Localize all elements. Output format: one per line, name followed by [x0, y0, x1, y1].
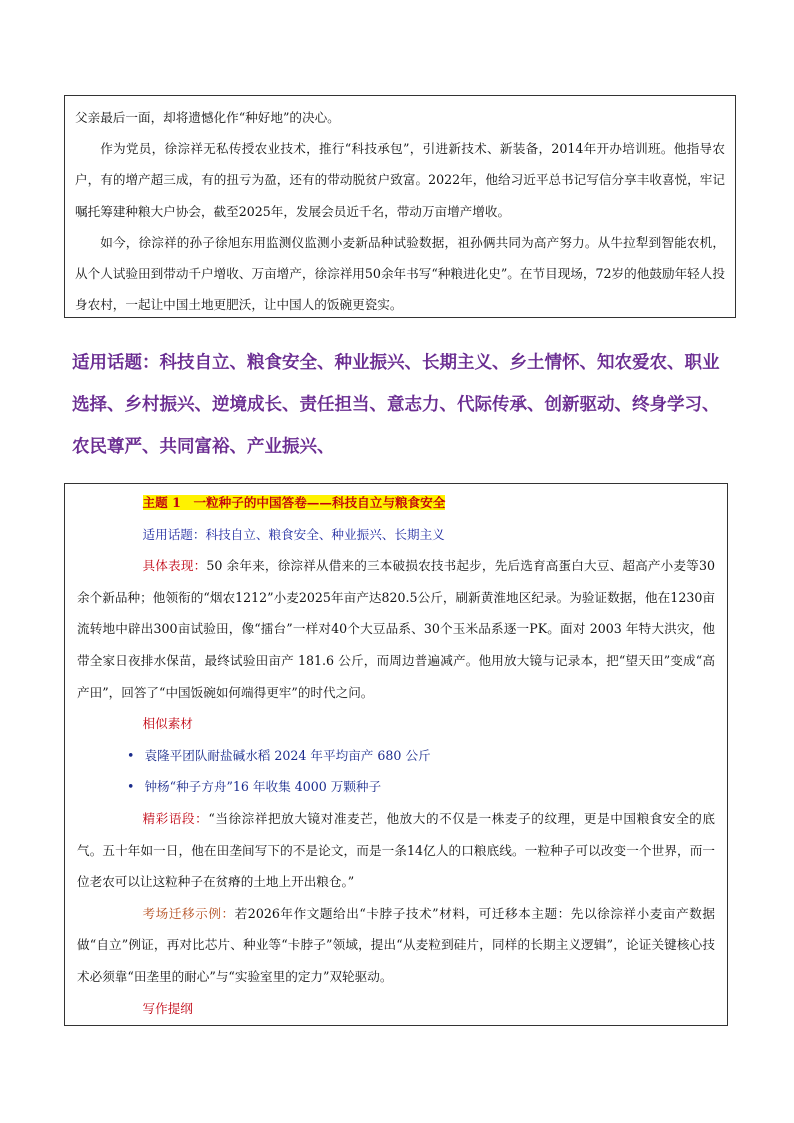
similar-item-2: [77, 771, 715, 803]
detail-paragraph: [77, 550, 715, 708]
story-box: [64, 95, 736, 318]
theme-box: [64, 483, 728, 1026]
transfer-text: 若2026年作文题给出“卡脖子技术”材料，可迁移本主题：先以徐淙祥小麦亩产数据做“自立”例证，再对比芯片、种业等“卡脖子”领域，提出“从麦粒到硅片，同样的长期主义逻辑”，论证关键核心技术必须靠“田垄里的耐心”与“实验室里的定力”双轮驱动。: [77, 905, 715, 984]
theme-topics: 适用话题：科技自立、粮食安全、种业振兴、长期主义: [142, 526, 445, 542]
transfer-paragraph: [77, 898, 715, 993]
theme-title: 主题 1 一粒种子的中国答卷——科技自立与粮食安全: [142, 495, 446, 510]
story-paragraph-3: 如今，徐淙祥的孙子徐旭东用监测仪监测小麦新品种试验数据，祖孙俩共同为高产努力。从牛拉犁到智能农机，从个人试验田到带动千户增收、万亩增产，徐淙祥用50余年书写“种粮进化史”。在节目现场，72岁的他鼓励年轻人投身农村，一起让中国土地更肥沃，让中国人的饭碗更瓷实。: [75, 234, 725, 313]
story-paragraph-1: 父亲最后一面，却将遗憾化作“种好地”的决心。: [75, 110, 340, 125]
story-paragraph-2: 作为党员，徐淙祥无私传授农业技术，推行“科技承包”，引进新技术、新装备，2014年开办培训班。他指导农户，有的增产超三成，有的扭亏为盈，还有的带动脱贫户致富。2022年，他给习近平总书记写信分享丰收喜悦，牢记嘱托筹建种粮大户协会，截至2025年，发展会员近千名，带动万亩增产增收。: [75, 141, 725, 219]
detail-text: 50 余年来，徐淙祥从借来的三本破损农技书起步，先后选育高蛋白大豆、超高产小麦等30余个新品种；他领衔的“烟农1212”小麦2025年亩产达820.5公斤，刷新黄淮地区纪录。为验证数据，他在1230亩流转地中辟出300亩试验田，像“擂台”一样对40个大豆品系、30个玉米品系逐一PK。面对 2003 年特大洪灾，他带全家日夜排水保苗，最终试验田亩产 181.6 公斤，而周边普遍减产。他用放大镜与记录本，把“望天田”变成“高产田”，回答了“中国饭碗如何端得更牢”的时代之问。: [77, 558, 715, 700]
similar-item-1: [77, 740, 715, 772]
similar-material-label: 相似素材: [142, 716, 193, 732]
quote-text: “当徐淙祥把放大镜对准麦芒，他放大的不仅是一株麦子的纹理，更是中国粮食安全的底气。五十年如一日，他在田垄间写下的不是论文，而是一条14亿人的口粮底线。一粒种子可以改变一个世界，而一位老农可以让这粒种子在贫瘠的土地上开出粮仓。”: [77, 810, 715, 890]
transfer-label: 考场迁移示例：: [142, 905, 235, 921]
applicable-topics-heading: 适用话题：科技自立、粮食安全、种业振兴、长期主义、乡土情怀、知农爱农、职业选择、乡村振兴、逆境成长、责任担当、意志力、代际传承、创新驱动、终身学习、农民尊严、共同富裕、产业振兴、: [72, 353, 720, 457]
similar-item-2-text: 钟杨“种子方舟”16 年收集 4000 万颗种子: [144, 779, 382, 795]
theme-title-line: [77, 487, 715, 519]
bullet-icon: •: [127, 747, 135, 763]
similar-item-1-text: 袁隆平团队耐盐碱水稻 2024 年平均亩产 680 公斤: [144, 747, 431, 763]
outline-label: 写作提纲: [142, 1000, 193, 1016]
detail-label: 具体表现：: [142, 558, 207, 574]
bullet-icon: •: [127, 779, 135, 795]
quote-label: 精彩语段：: [142, 810, 209, 826]
quote-paragraph: [77, 803, 715, 898]
